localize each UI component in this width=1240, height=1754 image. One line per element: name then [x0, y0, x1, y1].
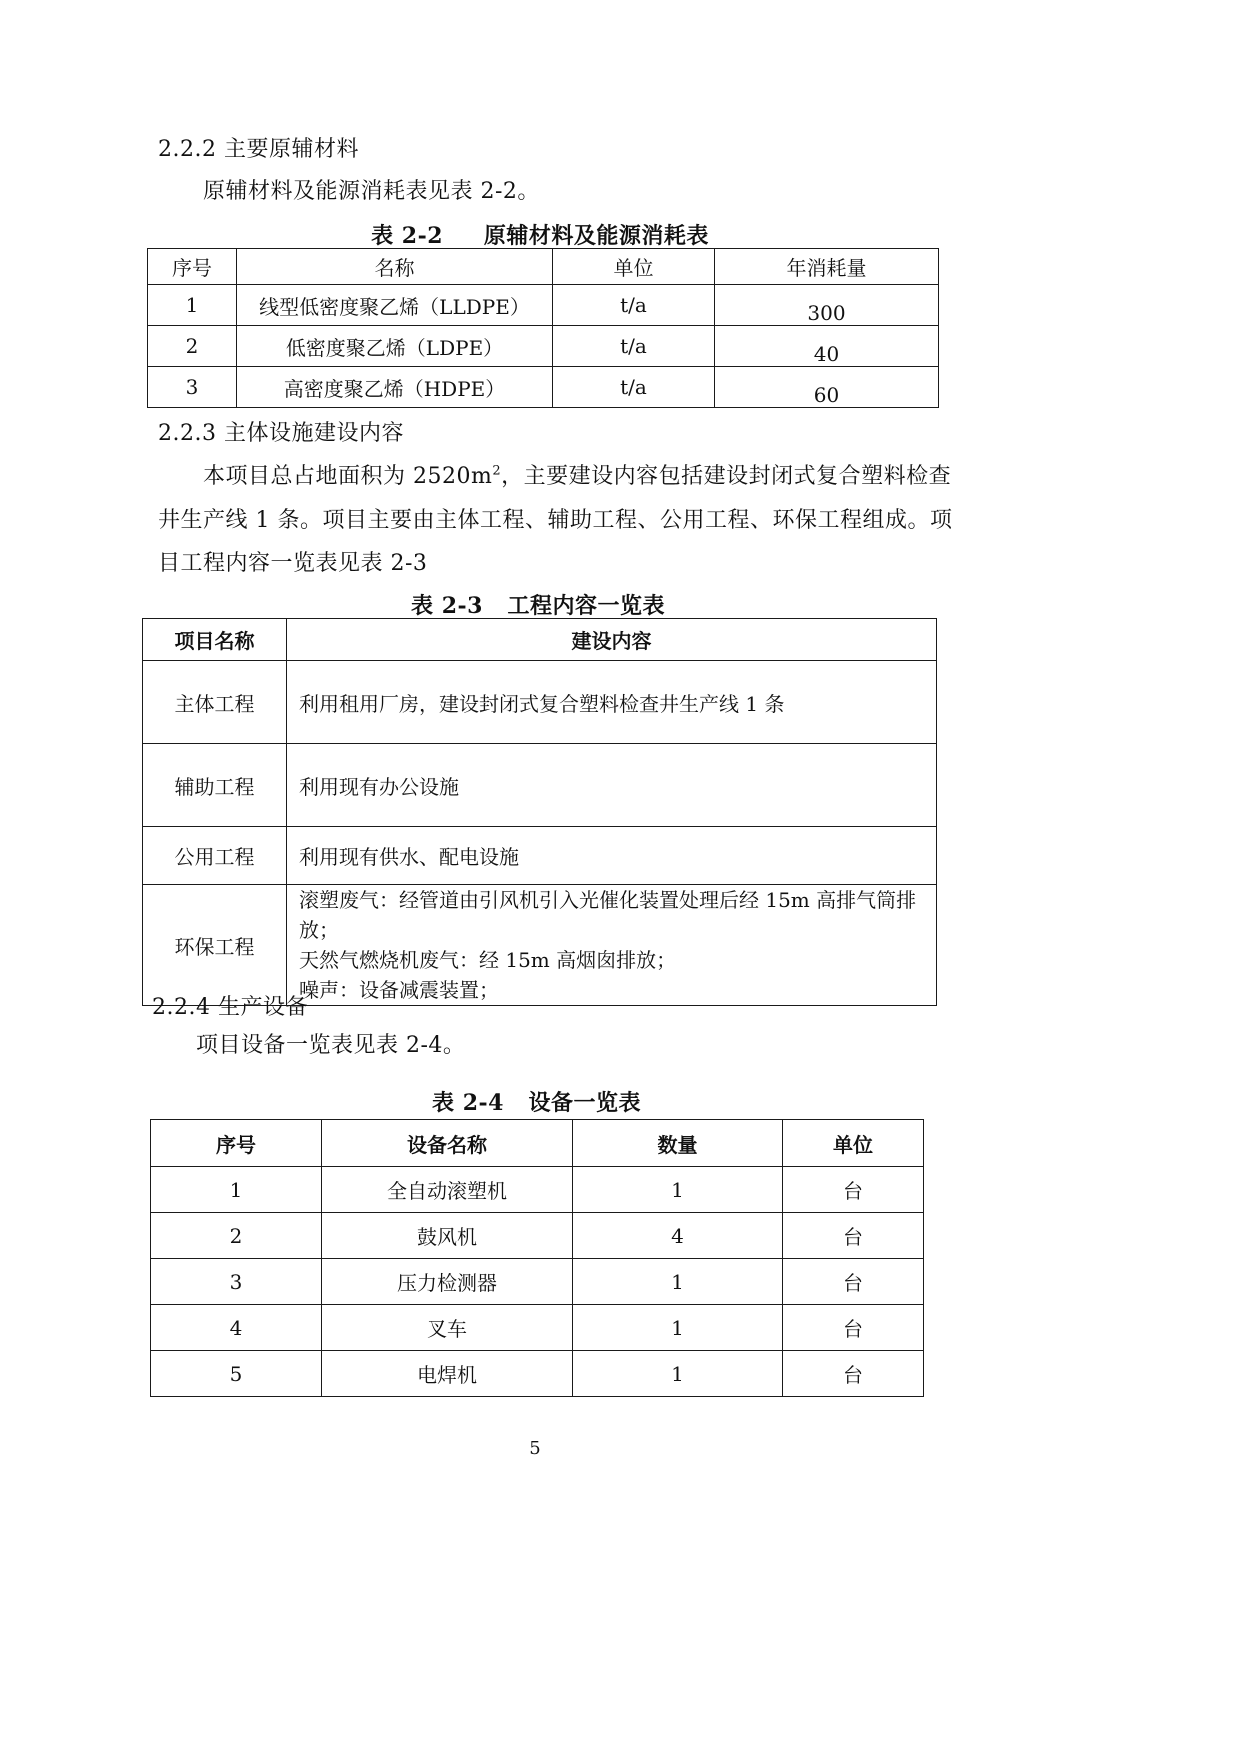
table-cell: 1 — [148, 285, 237, 326]
table-2-4-caption-title: 设备一览表 — [528, 1090, 641, 1116]
table-2-2-caption-title: 原辅材料及能源消耗表 — [483, 223, 709, 249]
table-cell: 2 — [148, 326, 237, 367]
table-cell: t/a — [553, 285, 715, 326]
table-header-cell: 建设内容 — [287, 619, 937, 661]
table-header-cell: 序号 — [148, 249, 237, 285]
table-cell: 3 — [151, 1259, 322, 1305]
table-row — [143, 661, 937, 744]
table-row — [148, 367, 939, 408]
table-cell: 4 — [151, 1305, 322, 1351]
table-2-3-caption-title: 工程内容一览表 — [507, 593, 665, 619]
table-cell-value: 300 — [807, 301, 846, 325]
table-2-2-caption-number: 表 2-2 — [371, 223, 444, 249]
table-cell: 1 — [573, 1167, 783, 1213]
table-cell: 1 — [573, 1259, 783, 1305]
table-cell-value: 60 — [813, 383, 840, 407]
table-header-cell: 名称 — [237, 249, 553, 285]
table-2-4 — [150, 1119, 924, 1397]
table-row — [151, 1351, 924, 1397]
table-cell: 电焊机 — [322, 1351, 573, 1397]
paragraph-text: ，主要建设内容包括建设封闭式复合塑料检查 — [501, 464, 952, 489]
section-heading-2-2-3: 2.2.3 主体设施建设内容 — [158, 421, 404, 446]
table-header-cell: 序号 — [151, 1120, 322, 1167]
table-header-cell: 项目名称 — [143, 619, 287, 661]
table-cell — [715, 367, 939, 408]
table-header-row — [151, 1120, 924, 1167]
table-cell: t/a — [553, 326, 715, 367]
table-cell: 台 — [783, 1259, 924, 1305]
table-2-2 — [147, 248, 939, 408]
table-header-cell: 单位 — [783, 1120, 924, 1167]
table-cell: 5 — [151, 1351, 322, 1397]
table-2-3-caption — [140, 589, 936, 620]
table-header-row — [143, 619, 937, 661]
table-cell: 台 — [783, 1351, 924, 1397]
table-cell: 4 — [573, 1213, 783, 1259]
table-header-cell: 单位 — [553, 249, 715, 285]
table-cell: 叉车 — [322, 1305, 573, 1351]
table-row — [151, 1259, 924, 1305]
table-cell: 低密度聚乙烯（LDPE） — [237, 326, 553, 367]
table-row — [151, 1167, 924, 1213]
table-cell: 台 — [783, 1305, 924, 1351]
page-number: 5 — [529, 1438, 541, 1459]
table-cell: 公用工程 — [143, 827, 287, 885]
table-cell: 台 — [783, 1213, 924, 1259]
table-cell — [715, 285, 939, 326]
table-row — [148, 285, 939, 326]
table-cell: 1 — [573, 1305, 783, 1351]
table-2-2-caption — [140, 219, 940, 250]
table-row — [151, 1213, 924, 1259]
table-header-row — [148, 249, 939, 285]
table-header-cell: 年消耗量 — [715, 249, 939, 285]
table-cell-value: 40 — [813, 342, 840, 366]
table-2-4-caption-number: 表 2-4 — [432, 1090, 504, 1116]
table-header-cell: 数量 — [573, 1120, 783, 1167]
table-cell: 鼓风机 — [322, 1213, 573, 1259]
table-cell: 2 — [151, 1213, 322, 1259]
table-2-3 — [142, 618, 937, 1006]
table-cell-line: 噪声：设备减震装置； — [299, 978, 499, 1002]
table-cell: 1 — [151, 1167, 322, 1213]
table-cell: 压力检测器 — [322, 1259, 573, 1305]
section-paragraph-line: 井生产线 1 条。项目主要由主体工程、辅助工程、公用工程、环保工程组成。项 — [158, 508, 953, 533]
table-cell: 利用租用厂房，建设封闭式复合塑料检查井生产线 1 条 — [287, 661, 937, 744]
table-cell: 利用现有供水、配电设施 — [287, 827, 937, 885]
paragraph-text: 本项目总占地面积为 2520m — [203, 464, 493, 489]
table-cell: 利用现有办公设施 — [287, 744, 937, 827]
table-header-cell: 设备名称 — [322, 1120, 573, 1167]
section-heading-2-2-4: 2.2.4 生产设备 — [152, 995, 308, 1020]
table-row — [143, 827, 937, 885]
table-cell: 1 — [573, 1351, 783, 1397]
table-cell: 3 — [148, 367, 237, 408]
section-intro-2-2-2: 原辅材料及能源消耗表见表 2-2。 — [203, 179, 540, 204]
table-cell: 台 — [783, 1167, 924, 1213]
table-2-3-caption-number: 表 2-3 — [411, 593, 483, 619]
section-paragraph-line: 目工程内容一览表见表 2-3 — [158, 551, 428, 576]
table-cell: 高密度聚乙烯（HDPE） — [237, 367, 553, 408]
section-heading-2-2-2: 2.2.2 主要原辅材料 — [158, 137, 359, 162]
table-cell: 全自动滚塑机 — [322, 1167, 573, 1213]
table-row — [148, 326, 939, 367]
table-cell: 线型低密度聚乙烯（LLDPE） — [237, 285, 553, 326]
table-row — [151, 1305, 924, 1351]
table-cell — [715, 326, 939, 367]
table-cell — [287, 885, 937, 1006]
table-2-4-caption — [150, 1086, 923, 1117]
table-cell: 辅助工程 — [143, 744, 287, 827]
section-intro-2-2-4: 项目设备一览表见表 2-4。 — [196, 1033, 466, 1058]
table-cell-line: 滚塑废气：经管道由引风机引入光催化装置处理后经 15m 高排气筒排放； — [299, 888, 917, 942]
table-cell: 环保工程 — [143, 885, 287, 1006]
table-row — [143, 744, 937, 827]
table-cell-line: 天然气燃烧机废气：经 15m 高烟囱排放； — [299, 948, 677, 972]
section-paragraph-line — [203, 459, 951, 490]
table-row — [143, 885, 937, 1006]
table-cell: 主体工程 — [143, 661, 287, 744]
superscript: 2 — [492, 463, 502, 479]
table-cell: t/a — [553, 367, 715, 408]
